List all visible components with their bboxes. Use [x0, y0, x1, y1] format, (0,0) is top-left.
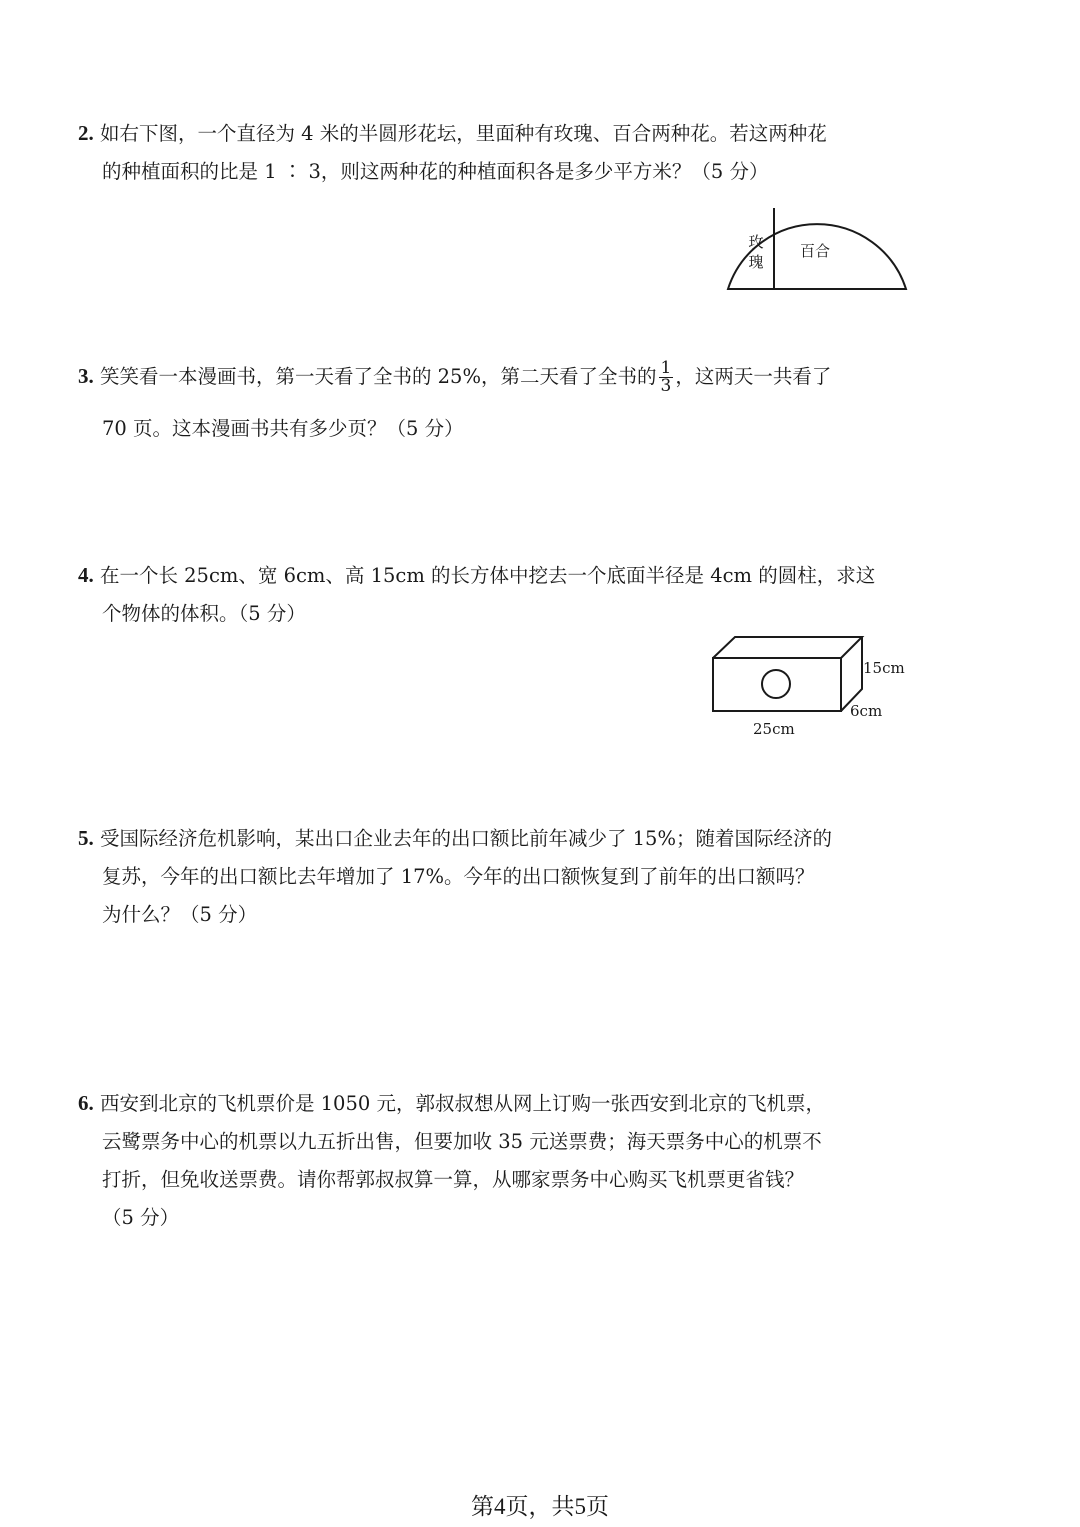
- cuboid-figure: [705, 632, 920, 744]
- question-5: [78, 819, 918, 934]
- length-label: 25cm: [753, 720, 795, 738]
- cylinder-hole: [762, 670, 790, 698]
- question-text: 笑笑看一本漫画书，第一天看了全书的 25%，第二天看了全书的: [99, 365, 657, 388]
- question-number: 3.: [78, 364, 94, 388]
- cuboid-front-face: [713, 658, 841, 711]
- rose-label-2: 瑰: [748, 253, 764, 271]
- rose-label-1: 玫: [748, 233, 764, 251]
- question-text: 如右下图，一个直径为 4 米的半圆形花坛，里面种有玫瑰、百合两种花。若这两种花: [99, 122, 827, 145]
- fraction-one-third: [659, 360, 674, 395]
- question-text: 在一个长 25cm、宽 6cm、高 15cm 的长方体中挖去一个底面半径是 4cm 的圆柱，求这: [99, 564, 876, 587]
- question-number: 4.: [78, 563, 94, 587]
- fraction-numerator: 1: [660, 358, 672, 378]
- fraction-denominator: 3: [660, 376, 672, 396]
- question-text: 受国际经济危机影响，某出口企业去年的出口额比前年减少了 15%；随着国际经济的: [99, 827, 832, 850]
- width-label: 6cm: [850, 702, 883, 720]
- question-4: [78, 556, 918, 633]
- question-number: 6.: [78, 1091, 94, 1115]
- question-text: （5 分）: [102, 1206, 180, 1229]
- question-3: [78, 350, 918, 455]
- question-text: 为什么？（5 分）: [102, 903, 258, 926]
- question-2: [78, 114, 918, 191]
- semicircle-flowerbed-figure: [720, 192, 915, 294]
- question-text: 云鹭票务中心的机票以九五折出售，但要加收 35 元送票费；海天票务中心的机票不: [102, 1130, 822, 1153]
- question-number: 5.: [78, 826, 94, 850]
- question-text: 复苏，今年的出口额比去年增加了 17%。今年的出口额恢复到了前年的出口额吗？: [102, 865, 815, 888]
- lily-label: 百合: [799, 242, 831, 260]
- question-number: 2.: [78, 121, 94, 145]
- question-text: 打折，但免收送票费。请你帮郭叔叔算一算，从哪家票务中心购买飞机票更省钱？: [102, 1168, 805, 1191]
- page-number-footer: 第4页，共5页: [471, 1494, 609, 1519]
- question-text: 个物体的体积。（5 分）: [102, 602, 306, 625]
- cuboid-top-face: [713, 637, 862, 658]
- question-text: 的种植面积的比是 1 ∶ 3，则这两种花的种植面积各是多少平方米？（5 分）: [102, 160, 769, 183]
- question-6: [78, 1084, 918, 1237]
- question-text: 西安到北京的飞机票价是 1050 元，郭叔叔想从网上订购一张西安到北京的飞机票，: [99, 1092, 825, 1115]
- question-text: 70 页。这本漫画书共有多少页？（5 分）: [102, 417, 464, 440]
- height-label: 15cm: [863, 659, 905, 677]
- question-text: ，这两天一共看了: [675, 365, 832, 388]
